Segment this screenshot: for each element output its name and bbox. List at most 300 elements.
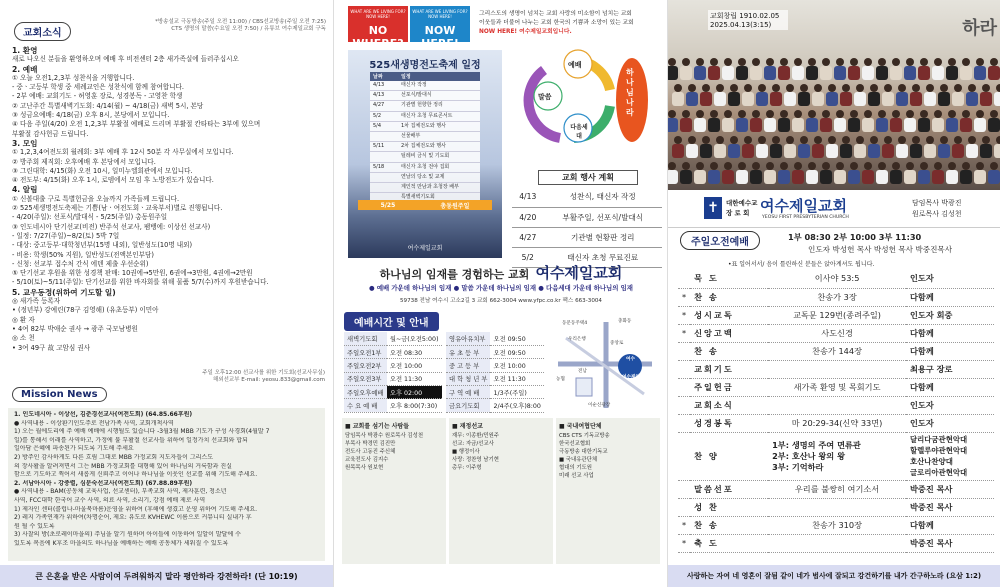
poster-cell: 틸레비 금식 및 기도회	[401, 153, 450, 160]
photo-person	[836, 58, 844, 66]
photo-person-body	[882, 92, 894, 106]
photo-person	[730, 84, 738, 92]
photo-person	[962, 58, 970, 66]
worship-row	[678, 270, 994, 288]
poster-row	[370, 91, 480, 101]
photo-person	[920, 58, 928, 66]
mission-line: 일)를 통해서 이래를 사역하고, 가정에 불 부활절 선교사들 위하여 일정가치 선교회와 합되	[14, 436, 248, 444]
church-address: 59738 전남 여수시 고소2길 3 교회 662-3004 www.yfpc.co.kr 팩스 663-3004	[399, 298, 602, 304]
worship-person: 박중진 목사	[906, 480, 994, 498]
photo-person-body	[756, 92, 768, 106]
worship-person: 최용구 장로	[906, 360, 994, 378]
photo-person	[878, 110, 886, 118]
notice-line: ① 1,2,3,4여전도회 월례회: 3부 예배 후 12시 50분 각 사무실에서 모입니다.	[12, 148, 234, 157]
photo-person-body	[952, 92, 964, 106]
photo-person-body	[770, 144, 782, 158]
worship-anthem-line: 2부: 호산나 왕의 왕	[772, 450, 845, 461]
photo-person-body	[668, 118, 678, 132]
worship-mark	[678, 432, 690, 480]
ministry-line: 부목사 박경민 김진만	[345, 441, 396, 447]
schedule-cell: 오전 08:30	[387, 345, 442, 358]
photo-person	[668, 162, 676, 170]
photo-person	[948, 110, 956, 118]
schedule-cell: 월~금(오전5:00)	[387, 332, 442, 345]
notice-line: • 4여 82부 박애순 권사 → 광주 국모남병원	[12, 324, 138, 333]
worship-mark: *	[678, 324, 690, 342]
schedule-cell: 금요기도회	[446, 399, 490, 412]
event-cell: 4/13	[512, 187, 544, 207]
photo-person	[688, 84, 696, 92]
photo-person-body	[694, 170, 706, 184]
event-cell: 4/27	[512, 227, 544, 247]
map-label: 여수	[626, 357, 635, 362]
poster-cell: 1차 집체전도와 행사	[401, 122, 447, 129]
mission-line: 2) 레지 가족연재가 위하여(차명순어, 제요: 유도로 KVHEWC 이름으로 커뮤니티 실내가 후	[14, 514, 252, 522]
photo-person	[940, 136, 948, 144]
stand-note: •표 일어서서/ 음이 틀린하신 분들은 앉아계셔도 됩니다.	[728, 261, 875, 268]
photo-person-body	[714, 92, 726, 106]
church-motto: ● 예배 가운데 하나님의 임재 ● 말씀 가운데 하나님의 임재 ● 다음세대 가운데 하나님의 임재	[369, 284, 633, 292]
photo-person-body	[784, 92, 796, 106]
poster-cell	[370, 173, 398, 182]
photo-person	[744, 84, 752, 92]
map-label: 여수제일교회	[622, 375, 649, 380]
mission-line: ● 사역내용 - 이상환기인도주로 전남가족 사역, 교회개척사역	[14, 419, 174, 427]
photo-person-body	[966, 92, 978, 106]
photo-person	[920, 162, 928, 170]
notice-line: ◎ 새가족 등록자	[12, 297, 61, 306]
photo-person	[968, 136, 976, 144]
map-label: 충화동	[618, 319, 632, 324]
bulletin-left-column	[0, 0, 333, 587]
schedule-cell: 수 요 예 배	[344, 399, 387, 412]
photo-person	[828, 84, 836, 92]
worship-content	[768, 498, 906, 516]
broadcast-note: *방송설교 극동방송(주일 오전 11:00) / CBS선교방송(주일 오전 7:25) CTS 생명의 말씀(수요일 오전 7:50) / 유튜브 여수제일교회 구독	[155, 19, 326, 32]
poster-cell: 계인적 만남과 초청장 배부	[401, 184, 459, 191]
notice-line: • 3여 49구 故 고암심 권사	[12, 343, 91, 352]
events-box: 교회 행사 계획 4/13 성찬식, 태신자 작정 4/20 부활주일, 선포식/발대식 4/27 기관별 현황판 정리 5/2 태신자 초청 무료진료	[512, 170, 664, 268]
schedule-cell: 오전 11:30	[490, 372, 544, 385]
photo-person	[772, 84, 780, 92]
notice-line: ① 오늘 오전1,2,3부 성찬식을 거행합니다.	[12, 73, 135, 82]
photo-person	[962, 110, 970, 118]
photo-person	[710, 58, 718, 66]
photo-person	[668, 110, 676, 118]
worship-leaders: 인도자 박성헌 목사 박성헌 목사 박중진목사	[808, 245, 953, 254]
event-cell: 태신자 초청 무료진료	[544, 247, 663, 267]
photo-person-body	[764, 66, 776, 80]
photo-person-body	[904, 66, 916, 80]
worship-item: 성경봉독	[690, 414, 768, 432]
poster-cell: 5/2	[373, 112, 382, 119]
photo-person-body	[966, 144, 978, 158]
photo-person-body	[904, 170, 916, 184]
schedule-cell: 오후 02:00	[387, 386, 442, 399]
schedule-row	[344, 332, 442, 345]
mission-line: 1) 오는 월에도리에 주 예배 예배에 시행될도 있습니다 -3월3월 MBB 기도가 구성 사경회(4월말 7	[14, 428, 270, 436]
photo-person-body	[848, 118, 860, 132]
photo-person-body	[714, 144, 726, 158]
schedule-cell: 새벽기도회	[344, 332, 387, 345]
photo-person	[892, 110, 900, 118]
photo-person-body	[694, 118, 706, 132]
worship-mark: *	[678, 306, 690, 324]
photo-person-body	[750, 118, 762, 132]
worship-row	[678, 480, 994, 498]
photo-person	[836, 110, 844, 118]
photo-person	[724, 58, 732, 66]
photo-person-body	[708, 170, 720, 184]
worship-row	[678, 306, 994, 324]
worship-item: 찬 양	[690, 432, 768, 480]
ministry-line: 총무: 이주형	[452, 465, 482, 471]
schedule-cell: 대 학 청 년 부	[446, 372, 490, 385]
notice-line: - 4/20(주일): 선포식/발대식 - 5/25(주일) 총동원주일	[12, 213, 168, 222]
worship-row	[678, 534, 994, 552]
photo-person	[758, 136, 766, 144]
photo-person	[744, 136, 752, 144]
notice-line: 부활절 감사헌금 드립니다.	[12, 129, 89, 138]
poster-cell: 5/4	[373, 122, 382, 129]
mission-line: 함으로 기도하고 찍어서 새롭게 신뢰주고 이어나 하나님을 이웃인 선교를 위해 기도해 주세요.	[14, 471, 258, 479]
photo-person-body	[854, 144, 866, 158]
photo-person	[870, 84, 878, 92]
photo-banner-text: 하라	[962, 18, 997, 39]
ministry-line: 원목목사 원보현	[345, 465, 384, 471]
worship-row	[678, 432, 994, 480]
photo-person-body	[932, 118, 944, 132]
mission-line: 3) 사찰의 방(초로레이마을의) 주님을 알기 원하며 아이들에 이동하여 일알이 발달에 수	[14, 531, 241, 539]
photo-person	[772, 136, 780, 144]
middle-bottom-bar	[334, 565, 667, 587]
worship-content	[768, 396, 906, 414]
poster-row	[370, 152, 480, 162]
schedule-title: 예배시간 및 안내	[344, 312, 439, 331]
photo-person	[800, 136, 808, 144]
bulletin-middle-column	[333, 0, 667, 587]
photo-person-body	[868, 144, 880, 158]
photo-person	[990, 162, 998, 170]
photo-person	[912, 136, 920, 144]
photo-person	[856, 84, 864, 92]
church-slogan: 하나님의 임재를 경험하는 교회 여수제일교회	[379, 264, 623, 282]
congregation-photo	[668, 0, 1000, 190]
worship-content: 사도신경	[768, 324, 906, 342]
mission-line: 있도록 복음에 K후조 마을의도 하나님을 예배하는 예배 공동체가 세워질 수 있도록	[14, 539, 229, 547]
photo-person	[884, 136, 892, 144]
mission-news-body	[8, 408, 325, 561]
photo-person-body	[722, 66, 734, 80]
worship-row	[678, 498, 994, 516]
photo-person	[898, 84, 906, 92]
photo-person-body	[876, 118, 888, 132]
map-label: 이순신광장	[588, 403, 611, 408]
photo-person-body	[974, 170, 986, 184]
ministry-title: ■ 국내여협단체	[559, 423, 602, 430]
ministry-line: 재무: 이종환/민원주	[452, 433, 500, 439]
photo-person	[716, 84, 724, 92]
photo-person	[758, 84, 766, 92]
photo-person	[766, 162, 774, 170]
photo-person-body	[890, 66, 902, 80]
office-note: 주일 오후12:00 선교사를 위한 기도회(선교사무실) 해외선교부 E-mail: yeosu.833@gmail.com	[202, 370, 325, 383]
location-map	[548, 316, 662, 412]
worship-person: 인도자	[906, 396, 994, 414]
photo-person	[780, 162, 788, 170]
worship-item: 주일헌금	[690, 378, 768, 396]
photo-person	[752, 162, 760, 170]
photo-person-body	[980, 144, 992, 158]
photo-person	[976, 162, 984, 170]
notice-line: 1. 환영	[12, 46, 38, 55]
photo-person-body	[882, 144, 894, 158]
photo-person	[738, 162, 746, 170]
ministry-line: 협대의 기도원	[559, 465, 592, 471]
schedule-cell: 오전 09:50	[490, 332, 544, 345]
photo-person	[850, 162, 858, 170]
worship-mark	[678, 342, 690, 360]
photo-person	[752, 58, 760, 66]
photo-person-body	[932, 170, 944, 184]
worship-title: 주일오전예배	[680, 231, 760, 250]
poster-cell: 선물배부	[401, 133, 421, 140]
photo-person	[752, 110, 760, 118]
photo-person	[934, 110, 942, 118]
event-cell: 5/2	[512, 247, 544, 267]
poster-row	[370, 122, 480, 132]
poster-header	[370, 72, 480, 81]
photo-person	[934, 162, 942, 170]
photo-person-body	[792, 170, 804, 184]
bottom-verse-right: 사랑하는 자여 네 영혼이 잘됨 같이 네가 범사에 잘되고 강건하기를 내가 간구하노라 (요삼 1:2)	[668, 565, 1000, 587]
photo-person	[926, 136, 934, 144]
worship-item: 교회소식	[690, 396, 768, 414]
worship-order	[678, 270, 994, 553]
photo-person-body	[848, 66, 860, 80]
worship-item: 신앙고백	[690, 324, 768, 342]
photo-person-body	[798, 144, 810, 158]
church-denomination: 대한예수교 장 로 회	[726, 199, 758, 217]
notice-line: - 일정: 7/27(주일)~8/2(토) 5박 7일	[12, 231, 120, 240]
photo-person-body	[834, 170, 846, 184]
photo-person-body	[680, 66, 692, 80]
schedule-row	[446, 372, 544, 385]
photo-person	[954, 136, 962, 144]
notice-line: 5. 교우동정(위하여 기도할 일)	[12, 287, 116, 297]
poster-cell	[370, 132, 398, 141]
photo-person	[668, 58, 676, 66]
worship-anthem-line: 3부: 기억하라	[772, 461, 824, 472]
photo-person	[780, 58, 788, 66]
photo-person	[976, 110, 984, 118]
poster-cell	[370, 183, 398, 192]
photo-person	[940, 84, 948, 92]
photo-person-body	[742, 144, 754, 158]
schedule-cell: 오전 11:30	[387, 372, 442, 385]
photo-person	[934, 58, 942, 66]
schedule-row	[344, 359, 442, 372]
worship-mark	[678, 360, 690, 378]
photo-person	[982, 136, 990, 144]
photo-person-body	[896, 92, 908, 106]
map-label: 농협	[556, 377, 565, 382]
notice-title: 교회소식	[14, 22, 71, 41]
notice-line: - 대상: 중고등부·대학청년부(15명 내외), 일반성도(10명 내외)	[12, 241, 193, 250]
notice-line: ③ 성금요예배: 4/18(금) 오후 8시, 본당에서 모입니다.	[12, 111, 170, 120]
worship-row	[678, 360, 994, 378]
notice-line: ② 525세생명전도축제는 기쁨(남ㆍ여전도회ㆍ교육부서)별로 진행됩니다.	[12, 204, 223, 213]
worship-person: 다함께	[906, 378, 994, 396]
notice-line: ③ 그린대학: 4/15(화) 오전 10시, 일미누엘회관에서 모입니다.	[12, 166, 193, 175]
photo-person	[702, 84, 710, 92]
photo-person-body	[700, 92, 712, 106]
photo-person-body	[924, 144, 936, 158]
poster-cell: 2차 집체전도와 행사	[401, 143, 447, 150]
notice-line: 4. 알림	[12, 185, 38, 195]
poster-cell: 특별새벽기도회	[401, 194, 435, 201]
schedule-cell: 오후 8:00(7:30)	[387, 399, 442, 412]
schedule-row	[446, 359, 544, 372]
photo-person-body	[680, 118, 692, 132]
banner-text: 그리스도의 생명이 넘치는 교회 사랑의 미소함이 넘치는 교회 이웃들과 더불어 나누는 교회 한국의 기쁨과 소망이 있는 교회 NOW HERE! 여수제일교회입니다.	[479, 11, 634, 35]
worship-content: 찬송가 310장	[768, 516, 906, 534]
photo-person	[682, 110, 690, 118]
photo-person	[878, 162, 886, 170]
photo-person-body	[876, 170, 888, 184]
photo-person	[926, 84, 934, 92]
photo-person-body	[672, 144, 684, 158]
photo-person-body	[988, 66, 1000, 80]
schedule-cell: 주일오전3부	[344, 372, 387, 385]
poster-cell: 4/13	[373, 92, 385, 99]
worship-mark	[678, 378, 690, 396]
ministry-line: 한국선교협회	[559, 441, 591, 447]
worship-times: 1부 08:30 2부 10:00 3부 11:30	[788, 232, 922, 242]
event-cell: 기관별 현황판 정리	[544, 227, 663, 247]
ministry-line: 교육전도사 김지수	[345, 457, 389, 463]
poster-cell: 4/27	[373, 102, 385, 109]
notice-line: - 2부 예배: 교회기도 - 허영훈 장로, 성경봉독 - 고영찬 학생	[12, 92, 183, 101]
photo-person-body	[736, 170, 748, 184]
photo-person-body	[988, 170, 1000, 184]
cycle-worship: 예배	[568, 61, 582, 69]
schedule-row	[344, 345, 442, 358]
schedule-row	[344, 386, 442, 399]
mission-line: 2. 서남아시아 - 강중렬, 심문숙선교사(여전도회) (67.88.89후원)	[14, 479, 193, 487]
photo-person-body	[722, 170, 734, 184]
photo-person	[674, 136, 682, 144]
poster-row	[370, 112, 480, 122]
poster-cell: 기관별 헌향한 정리	[401, 102, 443, 109]
worship-mark	[678, 396, 690, 414]
event-cell: 4/20	[512, 207, 544, 227]
schedule-row	[446, 386, 544, 399]
worship-mark	[678, 270, 690, 288]
photo-person	[842, 136, 850, 144]
notice-line: ④ 다음 주일(4/20) 오전 1,2,3부 부활절 예배로 드리며 부활절 칸타타는 3부에 있으며	[12, 120, 261, 129]
schedule-row	[446, 345, 544, 358]
worship-mark: *	[678, 288, 690, 306]
photo-person-body	[680, 170, 692, 184]
photo-person-body	[960, 170, 972, 184]
worship-item: 묵 도	[690, 270, 768, 288]
bulletin-right-column	[667, 0, 1000, 587]
poster-header-cell: 일정	[401, 74, 411, 80]
church-pastors: 담임목사 박광진 원로목사 김성천	[912, 199, 962, 218]
photo-person-body	[686, 144, 698, 158]
photo-person-body	[812, 144, 824, 158]
poster-cell	[370, 152, 398, 161]
photo-person-body	[806, 66, 818, 80]
notice-line: ◎ 소 천	[12, 334, 35, 343]
photo-person	[912, 84, 920, 92]
photo-person	[822, 58, 830, 66]
photo-person-body	[806, 170, 818, 184]
photo-person	[682, 58, 690, 66]
photo-person	[696, 58, 704, 66]
photo-person-body	[868, 92, 880, 106]
map-label: 우리은행	[568, 337, 586, 342]
photo-person	[906, 162, 914, 170]
photo-person-body	[778, 170, 790, 184]
photo-person	[800, 84, 808, 92]
photo-person	[990, 110, 998, 118]
worship-mark: *	[678, 516, 690, 534]
photo-person	[954, 84, 962, 92]
poster-church: 여수제일교회	[407, 245, 443, 252]
photo-person-body	[988, 118, 1000, 132]
event-row	[512, 227, 662, 247]
notice-line: ③ 인도네시아 단기선교(비전) 반주석 선교사, 팸뱅에: 이상선 선교사)	[12, 222, 211, 231]
worship-person: 박중진 목사	[906, 534, 994, 552]
photo-person	[864, 162, 872, 170]
photo-person	[990, 58, 998, 66]
mission-line: 2) 방주인 감사하게도 다른 흐림 그대로 MBB 가정교회 지도자들이 그리스도	[14, 453, 214, 461]
photo-person	[794, 58, 802, 66]
photo-person-body	[812, 92, 824, 106]
photo-person	[710, 162, 718, 170]
schedule-cell: 2/4주(오후)8:00	[490, 399, 544, 412]
poster-cell: 5/18	[373, 163, 385, 170]
schedule-cell: 주일오전2부	[344, 359, 387, 372]
ministry-title: ■ 교회를 섬기는 사람들	[345, 423, 410, 430]
schedule-cell: 유 초 등 부	[446, 345, 490, 358]
photo-person	[738, 58, 746, 66]
poster-cell: 연날의 당소 및 교제	[401, 173, 445, 180]
photo-person	[814, 136, 822, 144]
poster-cell: 5/11	[373, 143, 385, 150]
photo-person-body	[960, 66, 972, 80]
map-graphic	[548, 316, 662, 412]
worship-content: 우리를 불쌍히 여기소서	[768, 480, 906, 498]
schedule-row	[344, 399, 442, 412]
photo-person	[996, 136, 1000, 144]
worship-content	[768, 432, 906, 480]
photo-person-body	[672, 92, 684, 106]
photo-person-body	[820, 118, 832, 132]
photo-person-body	[708, 66, 720, 80]
worship-content: 새가족 환영 및 목회기도	[768, 378, 906, 396]
photo-person-body	[806, 118, 818, 132]
ministry-line: 사랑: 정찬영 남기현	[452, 457, 499, 463]
photo-person	[828, 136, 836, 144]
photo-person	[710, 110, 718, 118]
notice-line: 2. 예배	[12, 64, 38, 74]
photo-person-body	[728, 92, 740, 106]
photo-person	[864, 58, 872, 66]
photo-person-body	[742, 92, 754, 106]
